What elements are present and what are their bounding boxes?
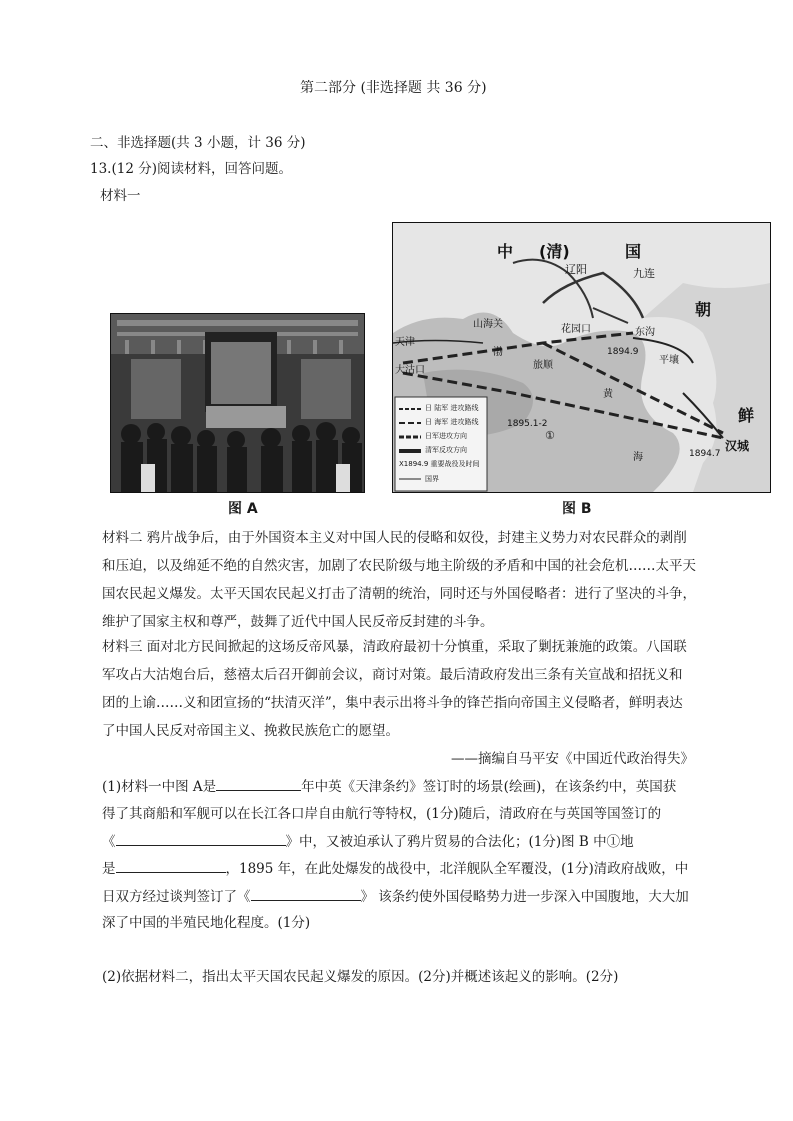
part-header: 第二部分 (非选择题 共 36 分) [300,80,487,96]
map-label-huang: 黄 [603,389,613,400]
sub1-line-6: 深了中国的半殖民地化程度。(1分) [102,915,311,931]
sub1-line-1: (1)材料一中图 A是 年中英《天津条约》签订时的场景(绘画)，在该条约中，英国获 [102,776,676,797]
legend-item-5: X1894.9 重要战役及时间 [399,460,480,468]
map-label-dongting: 东沟 [635,327,655,338]
section-title: 二、非选择题(共 3 小题，计 36 分) [90,135,306,151]
material3-line-3: 团的上谕……义和团宣扬的“扶清灭洋”，集中表示出将斗争的锋芒指向帝国主义侵略者，鲜明表达 [102,695,683,711]
legend-item-6: 国界 [425,475,439,483]
material3-line-2: 军攻占大沽炮台后，慈禧太后召开御前会议，商讨对策。最后清政府发出三条有关宣战和招抚义和 [102,667,683,683]
answer-blank-3[interactable] [116,858,226,873]
material3-line-1: 材料三 面对北方民间掀起的这场反帝风暴，清政府最初十分慎重，采取了剿抚兼施的政策。八国联 [102,639,687,655]
map-label-site1: ① [545,429,555,442]
sub1-line-5: 日双方经过谈判签订了《 》 该条约使外国侵略势力进一步深入中国腹地，大大加 [102,886,689,907]
legend-item-4: 清军反攻方向 [425,446,467,454]
map-label-lushun: 旅顺 [533,360,553,371]
map-label-date1: 1894.9 [607,347,639,357]
material2-line-2: 和压迫，以及绵延不绝的自然灾害，加剧了农民阶级与地主阶级的矛盾和中国的社会危机……太平天 [102,558,696,574]
map-label-shanhaiguan: 山海关 [473,319,503,330]
figure-a-painting [110,313,365,493]
answer-blank-2[interactable] [116,831,286,846]
legend-item-1: 日 陆军 进攻路线 [425,404,479,412]
sub1-line-3: 《 》中，又被迫承认了鸦片贸易的合法化；(1分)图 B 中①地 [102,831,634,852]
material2-line-4: 维护了国家主权和尊严，鼓舞了近代中国人民反帝反封建的斗争。 [102,614,494,630]
map-label-bo: 渤 [493,347,503,358]
map-label-xian: 鲜 [738,406,755,425]
sub1-line-2: 得了其商船和军舰可以在长江各口岸自由航行等特权，(1分)随后，清政府在与英国等国签订的 [102,806,662,822]
map-label-chao: 朝 [695,300,712,319]
map-label-date2: 1894.7 [689,449,721,459]
map-label-hai: 海 [633,452,643,463]
legend-item-2: 日 海军 进攻路线 [425,418,479,426]
map-label-dagukou: 大沽口 [395,365,425,376]
figure-b-map [392,222,771,493]
question-stem: 13.(12 分)阅读材料，回答问题。 [90,161,292,177]
map-label-guo: 国 [625,242,642,261]
map-label-liaoyang: 辽阳 [565,263,587,276]
map-label-zhong: 中 [497,242,514,261]
map-label-jiulian: 九连 [633,267,655,280]
material2-line-1: 材料二 鸦片战争后，由于外国资本主义对中国人民的侵略和奴役，封建主义势力对农民群众的剥削 [102,530,687,546]
material1-label: 材料一 [100,188,141,204]
answer-blank-4[interactable] [251,886,361,901]
map-label-date3: 1895.1-2 [507,419,548,429]
legend-item-3: 日军进攻方向 [425,432,467,440]
map-label-hancheng: 汉城 [725,439,750,453]
map-label-huayuankou: 花园口 [561,324,591,335]
material3-line-4: 了中国人民反对帝国主义、挽救民族危亡的愿望。 [102,723,399,739]
sub2-line: (2)依据材料二，指出太平天国农民起义爆发的原因。(2分)并概述该起义的影响。(2分) [102,969,619,985]
sub1-line-4: 是 ，1895 年，在此处爆发的战役中，北洋舰队全军覆没，(1分)清政府战败，中 [102,858,688,879]
material2-line-3: 国农民起义爆发。太平天国农民起义打击了清朝的统治，同时还与外国侵略者：进行了坚决的斗争， [102,586,696,602]
material-source: ——摘编自马平安《中国近代政治得失》 [451,751,694,767]
map-label-tianjin: 天津 [395,337,415,348]
figure-b-caption: 图 B [562,501,592,517]
map-label-pingrang: 平壤 [659,355,679,366]
map-label-qing: (清) [539,242,570,261]
answer-blank-1[interactable] [216,776,301,791]
figure-a-caption: 图 A [228,501,258,517]
